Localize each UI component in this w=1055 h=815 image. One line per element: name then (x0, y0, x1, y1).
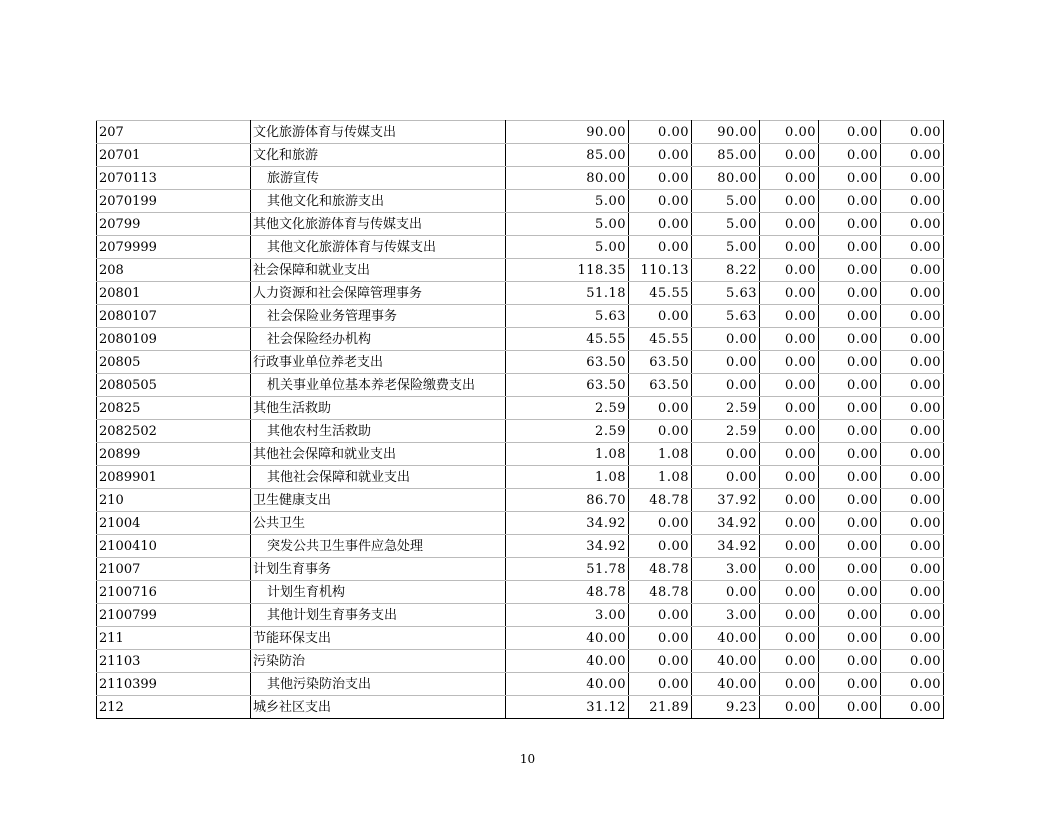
table-row (97, 581, 944, 604)
amount-cell: 0.00 (760, 282, 819, 305)
subject-code-cell: 2070199 (97, 190, 251, 213)
table-row (97, 328, 944, 351)
subject-name-cell: 计划生育事务 (251, 558, 506, 581)
amount-cell: 0.00 (881, 167, 944, 190)
amount-cell: 0.00 (629, 236, 692, 259)
amount-cell: 0.00 (819, 673, 881, 696)
table-row (97, 627, 944, 650)
amount-cell: 0.00 (760, 397, 819, 420)
amount-cell: 0.00 (881, 535, 944, 558)
subject-name-cell: 旅游宣传 (251, 167, 506, 190)
amount-cell: 34.92 (506, 535, 629, 558)
amount-cell: 0.00 (881, 305, 944, 328)
table-body (97, 121, 944, 719)
subject-code-cell: 2080109 (97, 328, 251, 351)
subject-code-cell: 210 (97, 489, 251, 512)
subject-code-cell: 21007 (97, 558, 251, 581)
amount-cell: 40.00 (506, 673, 629, 696)
subject-name-cell: 文化和旅游 (251, 144, 506, 167)
table-row (97, 121, 944, 144)
subject-name-cell: 公共卫生 (251, 512, 506, 535)
amount-cell: 0.00 (819, 305, 881, 328)
subject-code-cell: 2100799 (97, 604, 251, 627)
amount-cell: 0.00 (629, 650, 692, 673)
amount-cell: 0.00 (819, 650, 881, 673)
subject-code-cell: 20701 (97, 144, 251, 167)
table-row (97, 374, 944, 397)
amount-cell: 0.00 (881, 190, 944, 213)
table-row (97, 351, 944, 374)
amount-cell: 0.00 (629, 512, 692, 535)
amount-cell: 0.00 (629, 397, 692, 420)
amount-cell: 51.78 (506, 558, 629, 581)
subject-code-cell: 20899 (97, 443, 251, 466)
subject-name-cell: 社会保险业务管理事务 (251, 305, 506, 328)
amount-cell: 0.00 (881, 443, 944, 466)
amount-cell: 0.00 (760, 213, 819, 236)
subject-name-cell: 机关事业单位基本养老保险缴费支出 (251, 374, 506, 397)
amount-cell: 0.00 (692, 328, 760, 351)
amount-cell: 0.00 (760, 167, 819, 190)
table-row (97, 512, 944, 535)
budget-table (96, 120, 944, 719)
amount-cell: 0.00 (881, 397, 944, 420)
amount-cell: 0.00 (881, 581, 944, 604)
amount-cell: 0.00 (629, 420, 692, 443)
amount-cell: 48.78 (629, 489, 692, 512)
amount-cell: 0.00 (881, 328, 944, 351)
amount-cell: 86.70 (506, 489, 629, 512)
subject-code-cell: 211 (97, 627, 251, 650)
amount-cell: 0.00 (881, 420, 944, 443)
amount-cell: 51.18 (506, 282, 629, 305)
amount-cell: 0.00 (819, 351, 881, 374)
subject-name-cell: 文化旅游体育与传媒支出 (251, 121, 506, 144)
amount-cell: 37.92 (692, 489, 760, 512)
amount-cell: 5.63 (506, 305, 629, 328)
amount-cell: 0.00 (819, 466, 881, 489)
table-row (97, 213, 944, 236)
amount-cell: 40.00 (692, 627, 760, 650)
subject-name-cell: 计划生育机构 (251, 581, 506, 604)
amount-cell: 1.08 (629, 443, 692, 466)
subject-code-cell: 208 (97, 259, 251, 282)
amount-cell: 0.00 (760, 328, 819, 351)
amount-cell: 0.00 (629, 627, 692, 650)
amount-cell: 8.22 (692, 259, 760, 282)
amount-cell: 0.00 (819, 420, 881, 443)
table-row (97, 535, 944, 558)
amount-cell: 0.00 (881, 213, 944, 236)
amount-cell: 80.00 (506, 167, 629, 190)
amount-cell: 48.78 (506, 581, 629, 604)
amount-cell: 0.00 (692, 466, 760, 489)
amount-cell: 0.00 (881, 696, 944, 719)
amount-cell: 0.00 (819, 121, 881, 144)
amount-cell: 0.00 (760, 420, 819, 443)
amount-cell: 0.00 (629, 305, 692, 328)
amount-cell: 0.00 (819, 581, 881, 604)
amount-cell: 0.00 (881, 282, 944, 305)
subject-code-cell: 20805 (97, 351, 251, 374)
amount-cell: 63.50 (506, 351, 629, 374)
amount-cell: 3.00 (506, 604, 629, 627)
subject-name-cell: 其他污染防治支出 (251, 673, 506, 696)
amount-cell: 40.00 (692, 650, 760, 673)
subject-name-cell: 突发公共卫生事件应急处理 (251, 535, 506, 558)
amount-cell: 5.00 (506, 190, 629, 213)
amount-cell: 0.00 (760, 627, 819, 650)
amount-cell: 3.00 (692, 604, 760, 627)
amount-cell: 0.00 (881, 604, 944, 627)
subject-code-cell: 2070113 (97, 167, 251, 190)
table-row (97, 466, 944, 489)
amount-cell: 40.00 (506, 627, 629, 650)
amount-cell: 0.00 (819, 190, 881, 213)
table-row (97, 259, 944, 282)
amount-cell: 110.13 (629, 259, 692, 282)
amount-cell: 5.00 (692, 213, 760, 236)
amount-cell: 0.00 (881, 121, 944, 144)
amount-cell: 0.00 (819, 604, 881, 627)
amount-cell: 0.00 (629, 190, 692, 213)
amount-cell: 80.00 (692, 167, 760, 190)
amount-cell: 3.00 (692, 558, 760, 581)
amount-cell: 0.00 (881, 650, 944, 673)
table-row (97, 673, 944, 696)
amount-cell: 5.00 (506, 236, 629, 259)
amount-cell: 0.00 (692, 374, 760, 397)
subject-name-cell: 城乡社区支出 (251, 696, 506, 719)
amount-cell: 63.50 (629, 374, 692, 397)
amount-cell: 0.00 (881, 627, 944, 650)
subject-code-cell: 2080107 (97, 305, 251, 328)
subject-code-cell: 21004 (97, 512, 251, 535)
subject-name-cell: 其他文化旅游体育与传媒支出 (251, 213, 506, 236)
amount-cell: 0.00 (760, 351, 819, 374)
subject-name-cell: 污染防治 (251, 650, 506, 673)
amount-cell: 34.92 (506, 512, 629, 535)
amount-cell: 0.00 (819, 397, 881, 420)
table-row (97, 604, 944, 627)
amount-cell: 0.00 (881, 489, 944, 512)
subject-code-cell: 2110399 (97, 673, 251, 696)
amount-cell: 0.00 (881, 144, 944, 167)
subject-name-cell: 其他社会保障和就业支出 (251, 466, 506, 489)
amount-cell: 0.00 (760, 121, 819, 144)
amount-cell: 0.00 (692, 443, 760, 466)
amount-cell: 1.08 (506, 466, 629, 489)
subject-code-cell: 20799 (97, 213, 251, 236)
subject-code-cell: 2082502 (97, 420, 251, 443)
amount-cell: 0.00 (881, 558, 944, 581)
subject-name-cell: 社会保障和就业支出 (251, 259, 506, 282)
amount-cell: 0.00 (819, 374, 881, 397)
amount-cell: 0.00 (819, 236, 881, 259)
amount-cell: 0.00 (760, 259, 819, 282)
amount-cell: 2.59 (506, 420, 629, 443)
subject-name-cell: 其他文化和旅游支出 (251, 190, 506, 213)
amount-cell: 0.00 (819, 144, 881, 167)
amount-cell: 9.23 (692, 696, 760, 719)
amount-cell: 0.00 (819, 696, 881, 719)
table-row (97, 558, 944, 581)
amount-cell: 0.00 (760, 558, 819, 581)
amount-cell: 0.00 (819, 213, 881, 236)
amount-cell: 2.59 (506, 397, 629, 420)
amount-cell: 48.78 (629, 558, 692, 581)
amount-cell: 5.00 (692, 236, 760, 259)
amount-cell: 0.00 (819, 282, 881, 305)
subject-name-cell: 卫生健康支出 (251, 489, 506, 512)
subject-code-cell: 21103 (97, 650, 251, 673)
amount-cell: 21.89 (629, 696, 692, 719)
amount-cell: 85.00 (506, 144, 629, 167)
table-row (97, 420, 944, 443)
amount-cell: 0.00 (819, 489, 881, 512)
amount-cell: 63.50 (506, 374, 629, 397)
amount-cell: 45.55 (629, 282, 692, 305)
table-row (97, 190, 944, 213)
amount-cell: 0.00 (819, 627, 881, 650)
amount-cell: 0.00 (760, 650, 819, 673)
amount-cell: 0.00 (760, 443, 819, 466)
amount-cell: 0.00 (629, 213, 692, 236)
subject-code-cell: 207 (97, 121, 251, 144)
page-number: 10 (519, 752, 536, 766)
amount-cell: 5.63 (692, 282, 760, 305)
amount-cell: 90.00 (692, 121, 760, 144)
subject-name-cell: 其他农村生活救助 (251, 420, 506, 443)
amount-cell: 1.08 (629, 466, 692, 489)
amount-cell: 5.00 (692, 190, 760, 213)
table-row (97, 282, 944, 305)
amount-cell: 0.00 (760, 489, 819, 512)
table-row (97, 397, 944, 420)
amount-cell: 0.00 (629, 144, 692, 167)
amount-cell: 0.00 (760, 144, 819, 167)
subject-name-cell: 社会保险经办机构 (251, 328, 506, 351)
amount-cell: 0.00 (629, 167, 692, 190)
subject-code-cell: 212 (97, 696, 251, 719)
table-row (97, 650, 944, 673)
amount-cell: 0.00 (760, 604, 819, 627)
table-row (97, 696, 944, 719)
amount-cell: 34.92 (692, 512, 760, 535)
subject-code-cell: 2079999 (97, 236, 251, 259)
amount-cell: 0.00 (629, 604, 692, 627)
subject-name-cell: 其他生活救助 (251, 397, 506, 420)
amount-cell: 0.00 (760, 190, 819, 213)
subject-code-cell: 2089901 (97, 466, 251, 489)
amount-cell: 5.63 (692, 305, 760, 328)
amount-cell: 40.00 (692, 673, 760, 696)
amount-cell: 45.55 (629, 328, 692, 351)
amount-cell: 0.00 (760, 236, 819, 259)
subject-name-cell: 人力资源和社会保障管理事务 (251, 282, 506, 305)
amount-cell: 0.00 (760, 673, 819, 696)
amount-cell: 0.00 (881, 374, 944, 397)
table-row (97, 236, 944, 259)
amount-cell: 0.00 (881, 351, 944, 374)
amount-cell: 0.00 (760, 512, 819, 535)
subject-code-cell: 20825 (97, 397, 251, 420)
amount-cell: 0.00 (760, 466, 819, 489)
amount-cell: 1.08 (506, 443, 629, 466)
amount-cell: 0.00 (881, 512, 944, 535)
amount-cell: 63.50 (629, 351, 692, 374)
subject-code-cell: 2100410 (97, 535, 251, 558)
amount-cell: 90.00 (506, 121, 629, 144)
subject-code-cell: 2080505 (97, 374, 251, 397)
subject-code-cell: 2100716 (97, 581, 251, 604)
amount-cell: 0.00 (819, 328, 881, 351)
amount-cell: 0.00 (881, 466, 944, 489)
amount-cell: 0.00 (819, 535, 881, 558)
amount-cell: 0.00 (760, 374, 819, 397)
amount-cell: 0.00 (760, 581, 819, 604)
amount-cell: 0.00 (819, 259, 881, 282)
amount-cell: 40.00 (506, 650, 629, 673)
subject-name-cell: 行政事业单位养老支出 (251, 351, 506, 374)
amount-cell: 0.00 (629, 673, 692, 696)
amount-cell: 0.00 (819, 512, 881, 535)
amount-cell: 0.00 (629, 121, 692, 144)
amount-cell: 45.55 (506, 328, 629, 351)
subject-name-cell: 其他社会保障和就业支出 (251, 443, 506, 466)
amount-cell: 0.00 (819, 558, 881, 581)
amount-cell: 0.00 (881, 236, 944, 259)
amount-cell: 118.35 (506, 259, 629, 282)
amount-cell: 0.00 (760, 696, 819, 719)
amount-cell: 2.59 (692, 397, 760, 420)
amount-cell: 0.00 (819, 443, 881, 466)
amount-cell: 34.92 (692, 535, 760, 558)
amount-cell: 31.12 (506, 696, 629, 719)
table-row (97, 443, 944, 466)
amount-cell: 0.00 (819, 167, 881, 190)
amount-cell: 0.00 (629, 535, 692, 558)
table-row (97, 305, 944, 328)
amount-cell: 85.00 (692, 144, 760, 167)
amount-cell: 0.00 (760, 535, 819, 558)
amount-cell: 5.00 (506, 213, 629, 236)
table-row (97, 167, 944, 190)
amount-cell: 0.00 (881, 673, 944, 696)
amount-cell: 0.00 (692, 351, 760, 374)
subject-code-cell: 20801 (97, 282, 251, 305)
table-row (97, 144, 944, 167)
amount-cell: 0.00 (881, 259, 944, 282)
subject-name-cell: 节能环保支出 (251, 627, 506, 650)
amount-cell: 48.78 (629, 581, 692, 604)
subject-name-cell: 其他文化旅游体育与传媒支出 (251, 236, 506, 259)
amount-cell: 0.00 (692, 581, 760, 604)
amount-cell: 0.00 (760, 305, 819, 328)
amount-cell: 2.59 (692, 420, 760, 443)
subject-name-cell: 其他计划生育事务支出 (251, 604, 506, 627)
table-row (97, 489, 944, 512)
